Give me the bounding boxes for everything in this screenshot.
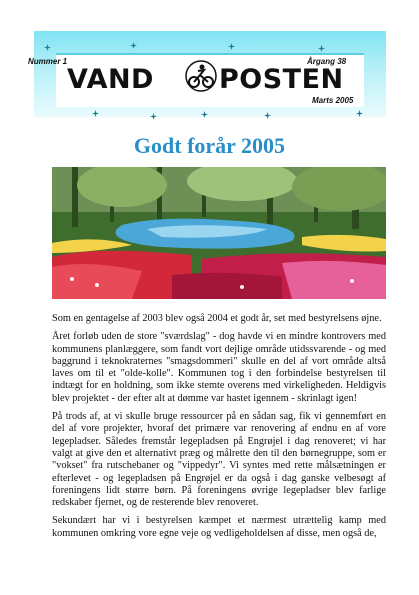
volume-label: Årgang 38 xyxy=(307,57,347,66)
sparkle-icon xyxy=(150,107,157,114)
masthead-name-right: POSTEN xyxy=(219,64,344,95)
sparkle-icon xyxy=(201,105,208,112)
article-paragraph: På trods af, at vi skulle bruge ressourcer på en sådan sag, fik vi gennemført en del af vore projekter, hvoraf det primære var renovering af endnu en af vore legepladser. Således fremstår legepladsen på Engrøjel i dag renoveret; vi har valgt at give den et alternativt præg og målrette den til den børnegruppe, som er "vokset" fra rutschebaner og "vippedyr". Vi syntes med rette målsætningen er efterlevet - og legepladsen på Engrøjel er da også i dag ganske velbesøgt af foreningens lidt større børn. På foreningens øvrige legepladser blev farlige redskaber fjernet, og de resterende blev renoveret. xyxy=(52,411,386,509)
article-paragraph: Som en gentagelse af 2003 blev også 2004 et godt år, set med bestyrelsens øjne. xyxy=(52,313,382,324)
sparkle-icon xyxy=(264,106,271,113)
cyclist-icon xyxy=(183,59,219,95)
article-paragraph: Året forløb uden de store "sværdslag" - dog havde vi en mindre kontrovers med kommunens planlæggere, som fandt vort dejlige område utidssvarende - og med baggrund i teknokraternes "smagsdommeri" skulle en del af vort område altså laves om til et "olde-kolle". Kommunen tog i den forbindelse bestyrelsen til indtægt for en holdning, som ikke stemte overens med virkeligheden. Heldigvis blev projektet - der efter alt at dømme var hastet igennem - skrinlagt igen! xyxy=(52,331,386,404)
issue-date: Marts 2005 xyxy=(312,96,354,105)
article-paragraph: Sekundært har vi i bestyrelsen kæmpet et nærmest utrættelig kamp med kommunen omkring vore egne veje og vedligeholdelsen af disse, men også de, xyxy=(52,515,386,539)
masthead-name-left: VAND xyxy=(67,64,154,95)
tulip-garden-photo xyxy=(52,167,386,299)
sparkle-icon xyxy=(228,37,235,44)
sparkle-icon xyxy=(318,39,325,46)
sparkle-icon xyxy=(92,104,99,111)
sparkle-icon xyxy=(130,36,137,43)
issue-number: Nummer 1 xyxy=(28,57,68,66)
article-title: Godt forår 2005 xyxy=(133,133,286,158)
sparkle-icon xyxy=(356,104,363,111)
article-body xyxy=(52,313,386,546)
sparkle-icon xyxy=(44,38,51,45)
